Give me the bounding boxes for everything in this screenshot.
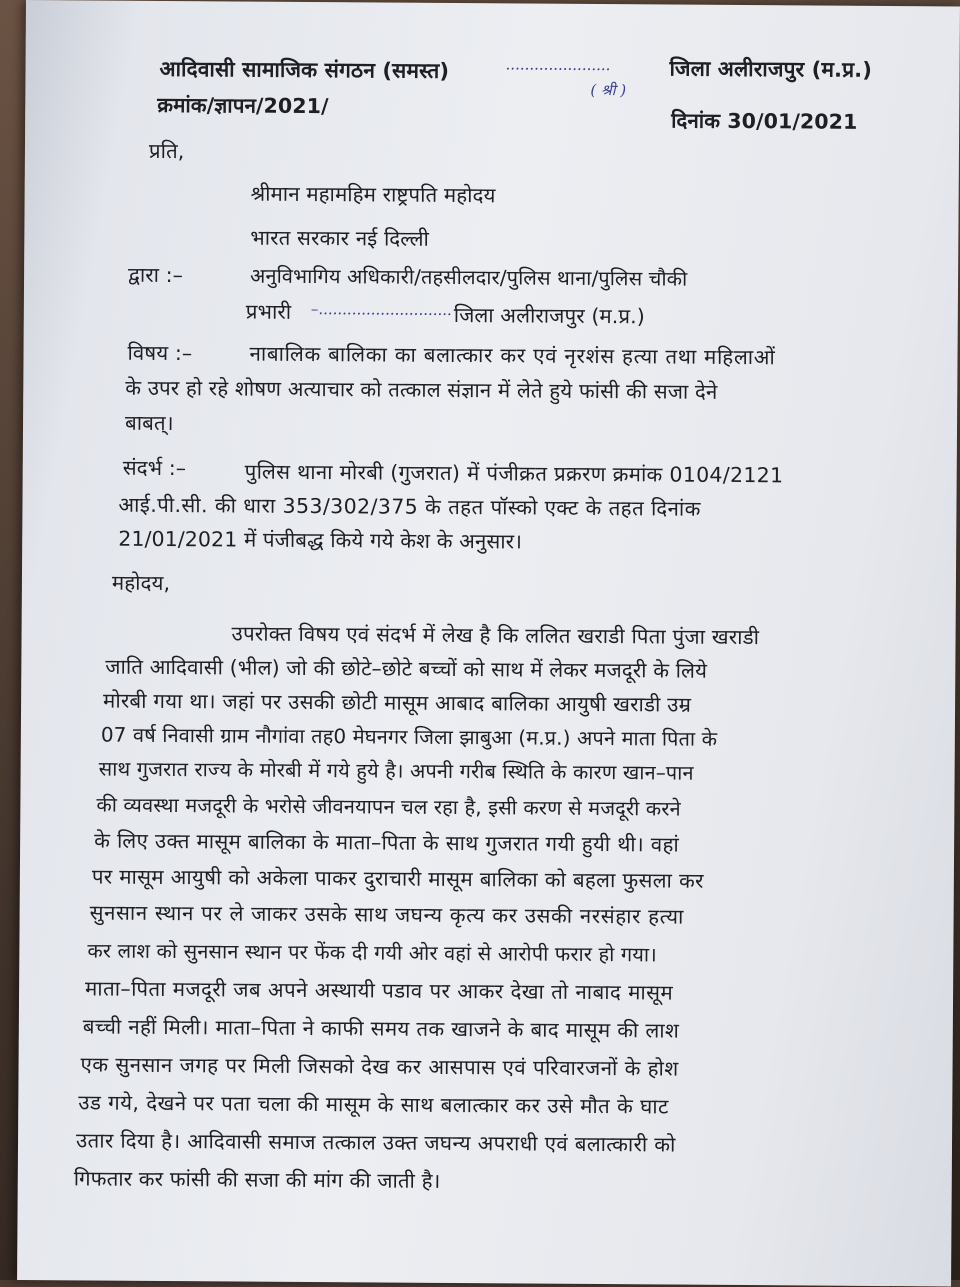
- reference-number: क्रमांक/ज्ञापन/2021/: [157, 92, 329, 119]
- prati-label: प्रति,: [148, 138, 185, 164]
- reference-line-2: आई.पी.सी. की धारा 353/302/375 के तहत पॉस्को एक्ट के तहत दिनांक: [118, 492, 701, 521]
- body-line: जाति आदिवासी (भील) जो की छोटे–छोटे बच्चों को साथ में लेकर मजदूरी के लिये: [105, 654, 708, 683]
- body-line: एक सुनसान जगह पर मिली जिसको देख कर आसपास एवं परिवारजनों के होश: [80, 1052, 679, 1081]
- reference-line-1: पुलिस थाना मोरबी (गुजरात) में पंजीक्रत प्रक्ररण क्रमांक 0104/2121: [244, 459, 784, 488]
- handwritten-place: ......................: [505, 55, 611, 75]
- org-name: आदिवासी सामाजिक संगठन (समस्त): [159, 56, 450, 83]
- subject-line-3: बाबत्।: [124, 410, 174, 436]
- handwritten-note: ( श्री ): [590, 80, 627, 100]
- body-line: माता–पिता मजदूरी जब अपने अस्थायी पडाव पर आकर देखा तो नाबाद मासूम: [85, 976, 674, 1005]
- handwritten-thana: –............................: [310, 299, 452, 319]
- body-line: सुनसान स्थान पर ले जाकर उसके साथ जघन्य कृत्य कर उसकी नरसंहार हत्या: [89, 900, 685, 929]
- subject-label: विषय :–: [127, 340, 193, 366]
- reference-line-3: 21/01/2021 में पंजीबद्ध किये गये केश के अनुसार।: [118, 526, 523, 554]
- letter-date: दिनांक 30/01/2021: [671, 108, 858, 134]
- body-line: बच्ची नहीं मिली। माता–पिता ने काफी समय तक खाजने के बाद मासूम की लाश: [82, 1014, 680, 1043]
- body-line: 07 वर्ष निवासी ग्राम नौगांवा तह0 मेघनगर जिला झाबुआ (म.प्र.) अपने माता पिता के: [100, 722, 718, 751]
- recipient-line-1: श्रीमान महामहिम राष्ट्रपति महोदय: [250, 181, 496, 208]
- subject-line-1: नाबालिक बालिका का बलात्कार कर एवं नृरशंस हत्या तथा महिलाओं: [249, 341, 776, 370]
- district-name: जिला अलीराजपुर (म.प्र.): [669, 56, 873, 82]
- body-line: उपरोक्त विषय एवं संदर्भ में लेख है कि ललित खराडी पिता पुंजा खराडी: [231, 621, 760, 650]
- through-line-2-prefix: प्रभारी: [245, 299, 292, 324]
- salutation: महोदय,: [111, 570, 171, 596]
- body-line: के लिए उक्त मासूम बालिका के माता–पिता के साथ गुजरात गयी हुयी थी। वहां: [94, 828, 680, 857]
- body-line: उतार दिया है। आदिवासी समाज तत्काल उक्त जघन्य अपराधी एवं बलात्कारी को: [75, 1128, 676, 1157]
- body-line: गिफतार कर फांसी की सजा की मांग की जाती है।: [73, 1166, 441, 1193]
- body-line: मोरबी गया था। जहां पर उसकी छोटी मासूम आबाद बालिका आयुषी खराडी उम्र: [103, 688, 692, 717]
- letter-page: [17, 0, 960, 1286]
- body-line: कर लाश को सुनसान स्थान पर फेंक दी गयी ओर वहां से आरोपी फरार हो गया।: [87, 938, 657, 967]
- body-line: उड गये, देखने पर पता चला की मासूम के साथ बलात्कार कर उसे मौत के घाट: [78, 1090, 669, 1119]
- body-line: पर मासूम आयुषी को अकेला पाकर दुराचारी मासूम बालिका को बहला फुसला कर: [91, 864, 704, 893]
- through-line-1: अनुविभागिय अधिकारी/तहसीलदार/पुलिस थाना/पुलिस चौकी: [249, 263, 688, 291]
- reference-label: संदर्भ :–: [122, 455, 187, 481]
- body-line: साथ गुजरात राज्य के मोरबी में गये हुये है। अपनी गरीब स्थिति के कारण खान–पान: [98, 756, 694, 785]
- through-label: द्वारा :–: [128, 262, 184, 288]
- body-line: की व्यवस्था मजदूरी के भरोसे जीवनयापन चल रहा है, इसी करण से मजदूरी करने: [96, 792, 681, 821]
- recipient-line-2: भारत सरकार नई दिल्ली: [250, 225, 430, 251]
- subject-line-2: के उपर हो रहे शोषण अत्याचार को तत्काल संज्ञान में लेते हुये फांसी की सजा देने: [125, 375, 718, 404]
- through-line-2-suffix: जिला अलीराजपुर (म.प्र.): [453, 302, 646, 329]
